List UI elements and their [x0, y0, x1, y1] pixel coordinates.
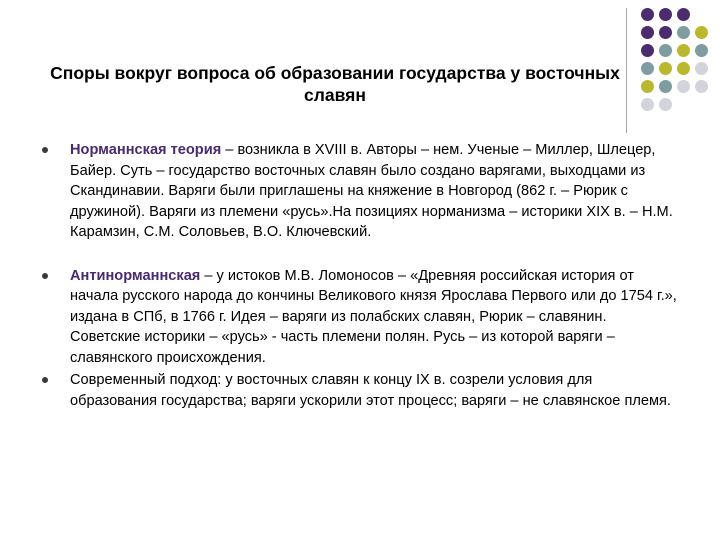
decorative-dot-icon [677, 44, 690, 57]
decorative-dot-icon [677, 8, 690, 21]
bullet-item-anti-norman-theory [40, 266, 680, 369]
decorative-dot-icon [695, 80, 708, 93]
bullet-term: Норманнская теория [70, 142, 222, 158]
decorative-dot-icon [641, 62, 654, 75]
bullet-item-modern-approach [40, 370, 680, 411]
decorative-dot-icon [659, 8, 672, 21]
bullet-dot-icon [42, 273, 48, 279]
decorative-dot-icon [641, 98, 654, 111]
decorative-dot-icon [695, 62, 708, 75]
decorative-dot-icon [641, 26, 654, 39]
bullet-text: Современный подход: у восточных славян к концу IX в. созрели условия для образования государства; варяги ускорили этот процесс; варяги – не славянское племя. [70, 372, 671, 409]
decorative-dot-icon [641, 8, 654, 21]
bullet-text: – у истоков М.В. Ломоносов – «Древняя российская история от начала русского народа до кончины Великового князя Ярослава Первого или до 1754 г.», издана в СПб, в 1766 г. Идея – варяги из полабских славян, Рюрик – славянин. Советские историки – «русь» - часть племени полян. Русь – из которой варяги – славянского происхождения. [70, 267, 677, 366]
bullet-dot-icon [42, 377, 48, 383]
decorative-dot-icon [641, 80, 654, 93]
decorative-dot-icon [641, 44, 654, 57]
bullet-item-norman-theory [40, 140, 680, 243]
decorative-dot-icon [659, 44, 672, 57]
decorative-dot-icon [659, 80, 672, 93]
decorative-dot-icon [677, 26, 690, 39]
decorative-dot-icon [677, 62, 690, 75]
slide-title: Споры вокруг вопроса об образовании государства у восточных славян [50, 63, 620, 105]
decorative-dot-icon [695, 44, 708, 57]
bullet-text: – возникла в XVIII в. Авторы – нем. Ученые – Миллер, Шлецер, Байер. Суть – государство восточных славян было создано варягами, выходцами из Скандинавии. Варяги были приглашены на княжение в Новгород (862 г. – Рюрик с дружиной). Варяги из племени «русь».На позициях норманизма – историки XIX в. – Н.М. Карамзин, С.М. Соловьев, В.О. Ключевский. [70, 142, 673, 240]
decorative-dot-icon [659, 26, 672, 39]
decorative-dot-icon [659, 98, 672, 111]
decorative-dot-icon [677, 80, 690, 93]
decorative-dot-icon [695, 26, 708, 39]
bullet-term: Антинорманнская [70, 267, 201, 284]
bullet-dot-icon [42, 147, 48, 153]
bullet-list [40, 140, 680, 411]
decorative-dot-icon [659, 62, 672, 75]
